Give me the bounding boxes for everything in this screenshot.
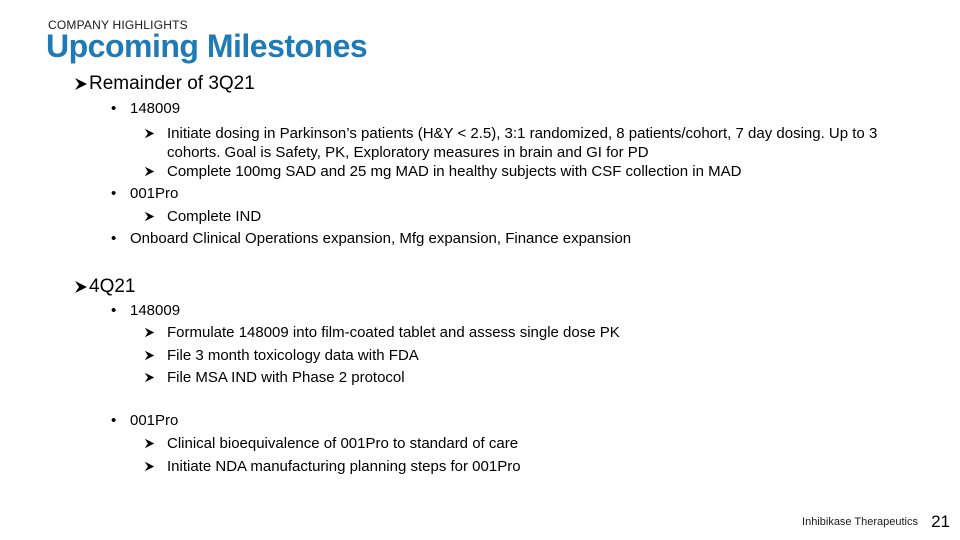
arrow-bullet-icon <box>74 77 88 91</box>
section-heading <box>74 276 135 298</box>
sub-item <box>144 162 904 181</box>
footer-brand: Inhibikase Therapeutics <box>802 516 918 528</box>
section-label: 4Q21 <box>89 276 136 297</box>
arrow-bullet-icon <box>144 457 166 472</box>
sub-item-text: Clinical bioequivalence of 001Pro to standard of care <box>167 435 519 452</box>
sub-item <box>144 124 904 162</box>
arrow-bullet-icon <box>144 162 166 177</box>
bullet-item <box>111 230 631 247</box>
bullet-label: 001Pro <box>130 185 179 202</box>
arrow-bullet-icon <box>74 280 88 294</box>
bullet-label: 001Pro <box>130 412 179 429</box>
company-highlights-label: COMPANY HIGHLIGHTS <box>48 18 188 32</box>
sub-item <box>144 207 904 226</box>
sub-item-text: File MSA IND with Phase 2 protocol <box>167 369 405 386</box>
sub-item-text: Initiate NDA manufacturing planning steps for 001Pro <box>167 458 521 475</box>
bullet-dot-icon: • <box>111 302 117 319</box>
arrow-bullet-icon <box>144 368 166 383</box>
arrow-bullet-icon <box>144 346 166 361</box>
sub-item <box>144 346 904 365</box>
bullet-dot-icon: • <box>111 412 117 429</box>
bullet-label: 148009 <box>130 100 181 117</box>
sub-item-text: Complete 100mg SAD and 25 mg MAD in healthy subjects with CSF collection in MAD <box>167 163 742 180</box>
bullet-label: 148009 <box>130 302 181 319</box>
bullet-item <box>111 302 180 319</box>
sub-item <box>144 434 904 453</box>
sub-item-text: Complete IND <box>167 208 262 225</box>
bullet-item <box>111 100 180 117</box>
bullet-dot-icon: • <box>111 185 117 202</box>
sub-item <box>144 323 904 342</box>
sub-item <box>144 368 904 387</box>
section-label: Remainder of 3Q21 <box>89 73 255 94</box>
arrow-bullet-icon <box>144 434 166 449</box>
bullet-item <box>111 412 178 429</box>
arrow-bullet-icon <box>144 323 166 338</box>
sub-item-text: File 3 month toxicology data with FDA <box>167 347 419 364</box>
bullet-dot-icon: • <box>111 230 117 247</box>
sub-item <box>144 457 904 476</box>
bullet-item <box>111 185 178 202</box>
arrow-bullet-icon <box>144 124 166 139</box>
bullet-dot-icon: • <box>111 100 117 117</box>
sub-item-text: Formulate 148009 into film-coated tablet and assess single dose PK <box>167 324 620 341</box>
page-number: 21 <box>931 512 950 531</box>
page-title: Upcoming Milestones <box>46 28 368 64</box>
bullet-label: Onboard Clinical Operations expansion, Mfg expansion, Finance expansion <box>130 230 632 247</box>
sub-item-text: Initiate dosing in Parkinson’s patients (H&Y < 2.5), 3:1 randomized, 8 patients/cohort, 7 day dosing. Up to 3 cohorts. Goal is Safety, PK, Exploratory measures in brain and GI for PD <box>167 125 878 161</box>
arrow-bullet-icon <box>144 207 166 222</box>
section-heading <box>74 73 255 95</box>
